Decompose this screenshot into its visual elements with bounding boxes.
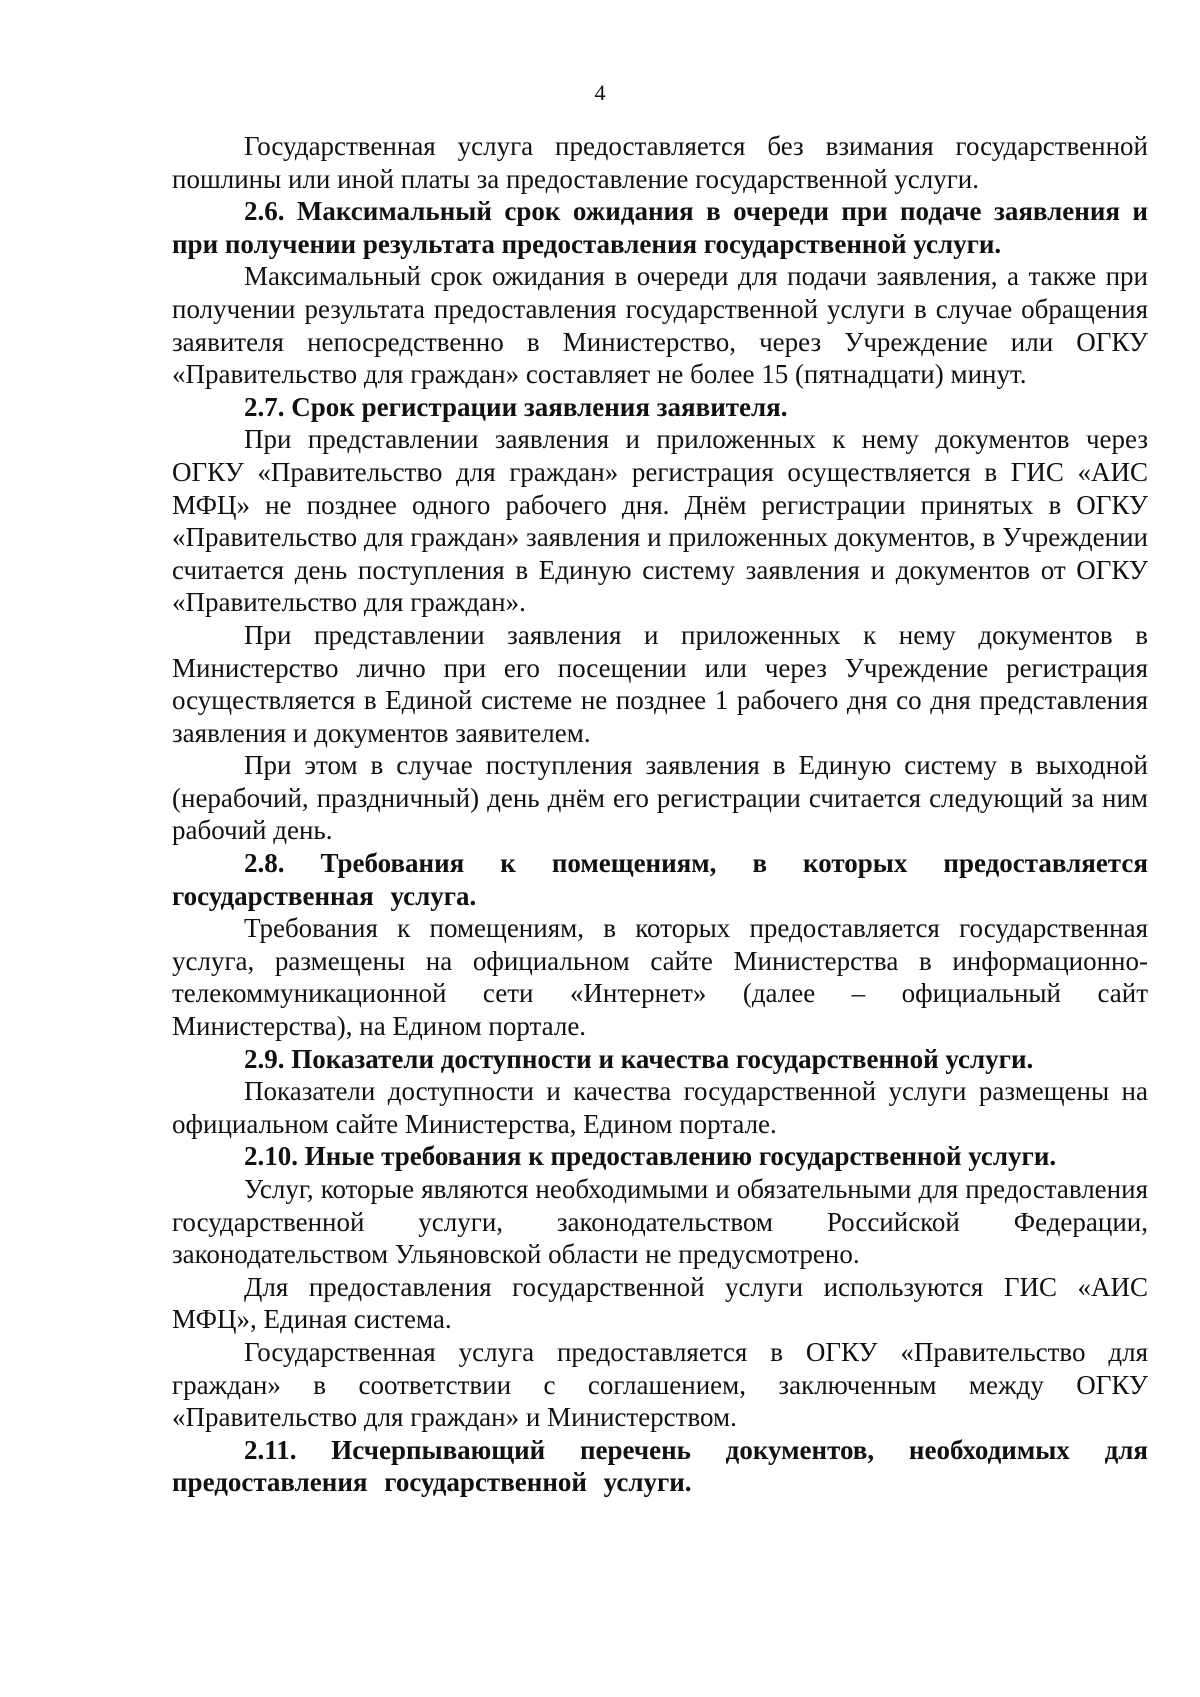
section-heading: 2.7. Срок регистрации заявления заявителя. — [244, 391, 788, 422]
body-paragraph: Показатели доступности и качества государственной услуги размещены на официальном сайте Министерства, Едином портале. — [172, 1076, 1148, 1139]
body-paragraph: При этом в случае поступления заявления в Единую систему в выходной (нерабочий, праздничный) день днём его регистрации считается следующий за ним рабочий день. — [172, 750, 1148, 846]
section-heading: 2.8. Требования к помещениям, в которых предоставляется государственная услуга. — [172, 848, 1148, 911]
body-paragraph: Требования к помещениям, в которых предоставляется государственная услуга, размещены на официальном сайте Министерства в информационно-телекоммуникационной сети «Интернет» (далее – официальный сайт Министерства), на Едином портале. — [172, 913, 1148, 1042]
body-paragraph: Государственная услуга предоставляется в ОГКУ «Правительство для граждан» в соответствии с соглашением, заключенным между ОГКУ «Правительство для граждан» и Министерством. — [172, 1336, 1148, 1433]
body-paragraph: Государственная услуга предоставляется без взимания государственной пошлины или иной платы за предоставление государственной услуги. — [172, 131, 1148, 194]
section-heading: 2.11. Исчерпывающий перечень документов, необходимых для предоставления государственной услуги. — [172, 1434, 1148, 1498]
body-paragraph: Услуг, которые являются необходимыми и обязательными для предоставления государственной услуги, законодательством Российской Федерации, законодательством Ульяновской области не предусмотрено. — [172, 1174, 1148, 1270]
body-paragraph: При представлении заявления и приложенных к нему документов в Министерство лично при его посещении или через Учреждение регистрация осуществляется в Единой системе не позднее 1 рабочего дня со дня представления заявления и документов заявителем. — [172, 619, 1148, 748]
body-paragraph: Для предоставления государственной услуги используются ГИС «АИС МФЦ», Единая система. — [172, 1271, 1148, 1335]
section-heading: 2.10. Иные требования к предоставлению государственной услуги. — [244, 1141, 1057, 1172]
body-paragraph: Максимальный срок ожидания в очереди для подачи заявления, а также при получении результата предоставления государственной услуги в случае обращения заявителя непосредственно в Министерство, через Учреждение или ОГКУ «Правительство для граждан» составляет не более 15 (пятнадцати) минут. — [172, 261, 1148, 390]
page-number: 4 — [594, 80, 606, 105]
document-body — [172, 130, 1148, 1499]
section-heading: 2.9. Показатели доступности и качества государственной услуги. — [244, 1043, 1034, 1074]
body-paragraph: При представлении заявления и приложенных к нему документов через ОГКУ «Правительство для граждан» регистрация осуществляется в ГИС «АИС МФЦ» не позднее одного рабочего дня. Днём регистрации принятых в ОГКУ «Правительство для граждан» заявления и приложенных документов, в Учреждении считается день поступления в Единую систему заявления и документов от ОГКУ «Правительство для граждан». — [172, 424, 1148, 618]
section-heading: 2.6. Максимальный срок ожидания в очереди при подаче заявления и при получении результата предоставления государственной услуги. — [172, 196, 1148, 259]
